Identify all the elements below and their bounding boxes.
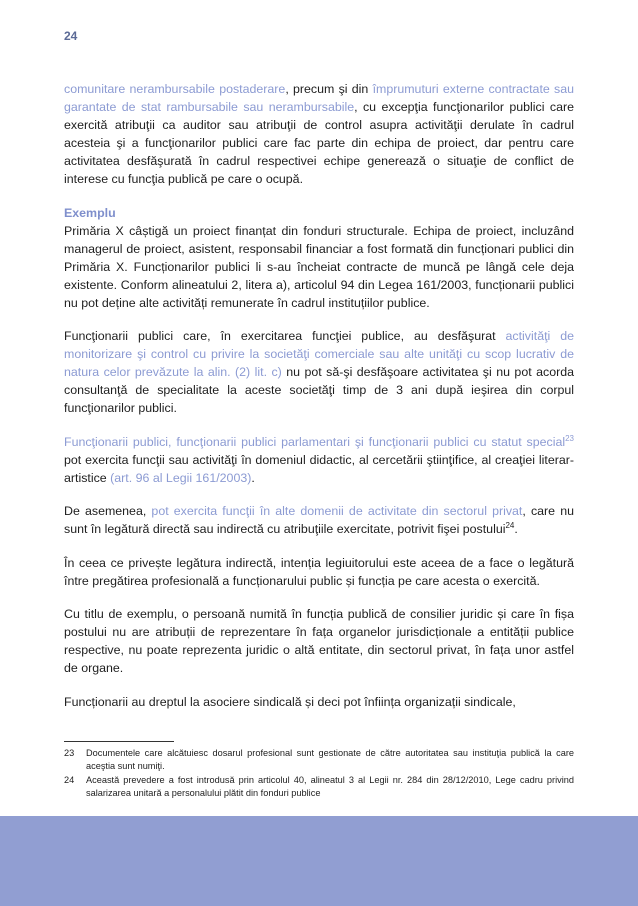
body-text [64,80,574,726]
highlight: împrumuturi externe contractate sau garantate de stat rambursabile sau nerambursabile [64,82,575,114]
text: , cu excepţia funcţionarilor publici care exercită atribuţii ca auditor sau atribuţii de control asupra activităţii derulate în cadrul acesteia şi a funcţionarilor publici care fac parte din echipa de proiect, dar pentru care activitatea desfăşurată în cadrul respectivei echipe generează o situaţie de conflict de interese cu funcţia publică pe care o ocupă. [64,100,575,186]
footnote-23 [64,747,574,772]
paragraph-7: Cu titlu de exemplu, o persoană numită în funcția publică de consilier juridic și care în fișa postului nu are atribuții de reprezentare în fața organelor jurisdicționale a entității publice respective, nu poate reprezenta juridic o altă entitate, din sectorul privat, în fața unor astfel de organe. [64,607,574,675]
text: pot exercita funcţii sau activităţi în domeniul didactic, al cercetării ştiinţifice, al creaţiei literar-artistice [64,452,574,485]
text: , precum şi din [285,82,373,96]
text: . [251,470,255,485]
page-number: 24 [64,29,78,43]
example-block [64,204,574,312]
text: De asemenea, [64,504,152,518]
footnote-text: Această prevedere a fost introdusă prin articolul 40, alineatul 3 al Legii nr. 284 din 28/12/2010, Lege cadru privind salarizarea unitară a personalului plătit din fonduri publice [86,775,574,798]
paragraph-3 [64,327,574,417]
footnote-text: Documentele care alcătuiesc dosarul profesional sunt gestionate de către autoritatea sau instituţia publică la care aceştia sunt numiţi. [86,748,574,771]
footnote-ref-23[interactable]: 23 [565,433,574,443]
highlight: activităţi de monitorizare şi control cu privire la societăţi comerciale sau alte unităţi cu scop lucrativ de natura celor prevăzute la alin. (2) lit. c) [64,329,575,379]
footer-band [0,816,638,906]
example-heading: Exemplu [64,205,116,220]
highlight: Funcţionarii publici, funcţionarii publici parlamentari şi funcţionarii publici cu statut special [64,434,566,449]
text: Funcţionarii publici care, în exercitarea funcţiei publice, au desfăşurat [64,329,506,343]
text: . [514,522,518,536]
paragraph-4 [64,433,574,487]
paragraph-5 [64,502,574,538]
highlight: comunitare nerambursabile postaderare [64,82,286,96]
paragraph-8: Funcționarii au dreptul la asociere sindicală și deci pot înființa organizații sindicale, [64,694,516,709]
footnote-number: 24 [64,775,75,785]
text: , care nu sunt în legătură directă sau indirectă cu atribuţiile exercitate, potrivit fişei postului [64,504,574,536]
footnote-24 [64,774,574,799]
highlight: pot exercita funcţii în alte domenii de activitate din sectorul privat [151,504,523,518]
footnote-divider [64,741,174,742]
footnotes [64,747,574,801]
paragraph-6: În ceea ce privește legătura indirectă, intenția legiuitorului este aceea de a face o legătură între pregătirea profesională a funcționarului public și funcția pe care acesta o exercită. [64,555,574,588]
paragraph-1 [64,80,574,188]
footnote-number: 23 [64,748,75,758]
footnote-ref-24[interactable]: 24 [505,520,515,530]
text: nu pot să-şi desfăşoare activitatea şi nu pot acorda consultanţă de specialitate la aceste societăţi timp de 3 ani după ieşirea din corpul funcţionarilor publici. [64,365,574,415]
highlight: (art. 96 al Legii 161/2003) [110,470,252,485]
example-text: Primăria X câștigă un proiect finanțat din fonduri structurale. Echipa de proiect, incluzând managerul de proiect, asistent, responsabil financiar a fost formată din funcționari publici din Primăria X. Funcționarilor publici li s-au încheiat contracte de muncă pe lângă cele deja existente. Conform alineatului 2, litera a), articolul 94 din Legea 161/2003, funcționarii publici nu pot deține alte activități remunerate în cadrul instituțiilor publice. [64,223,574,310]
